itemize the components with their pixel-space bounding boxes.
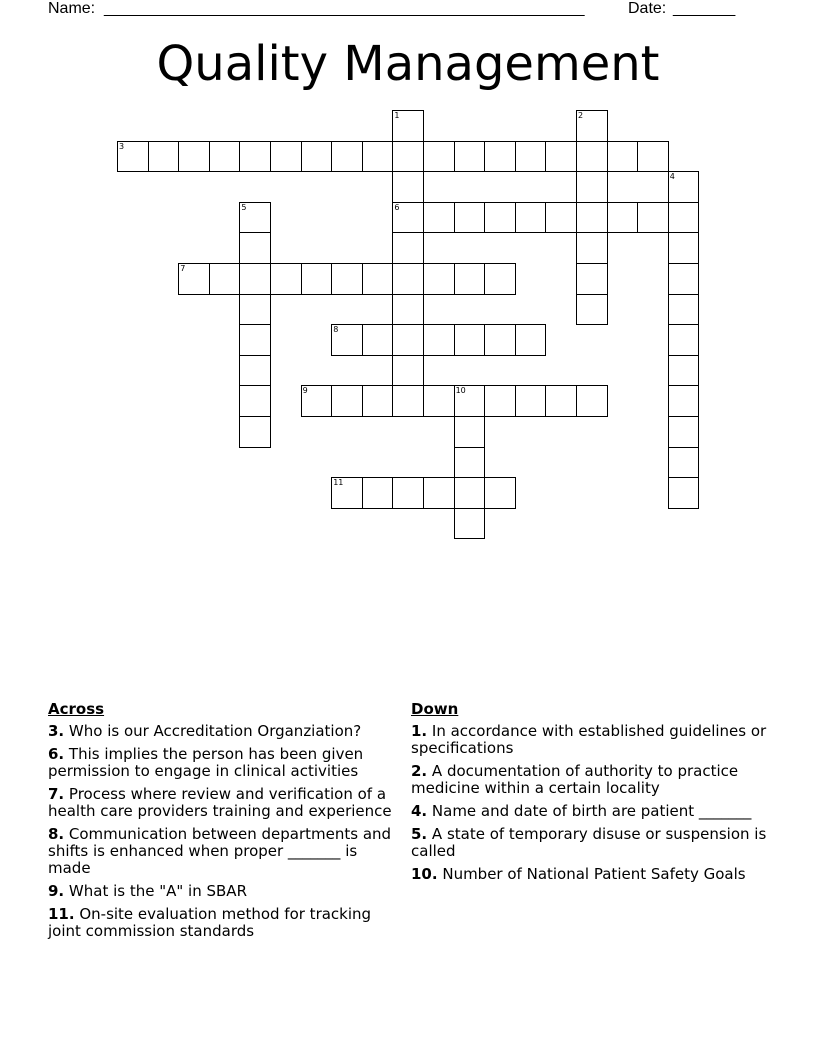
grid-cell[interactable] bbox=[668, 355, 700, 387]
grid-cell[interactable] bbox=[392, 171, 424, 203]
grid-cell[interactable] bbox=[484, 324, 516, 356]
grid-cell[interactable] bbox=[515, 202, 547, 234]
grid-cell[interactable] bbox=[331, 263, 363, 295]
grid-cell[interactable] bbox=[423, 202, 455, 234]
grid-cell[interactable] bbox=[484, 385, 516, 417]
grid-cell[interactable] bbox=[637, 202, 669, 234]
name-label: Name: bbox=[48, 0, 96, 17]
grid-cell[interactable] bbox=[331, 385, 363, 417]
grid-cell[interactable] bbox=[423, 324, 455, 356]
grid-cell[interactable] bbox=[301, 141, 333, 173]
grid-cell[interactable] bbox=[423, 385, 455, 417]
grid-cell[interactable] bbox=[576, 202, 608, 234]
clue-text: In accordance with established guidelines or specifications bbox=[411, 722, 767, 757]
grid-cell[interactable] bbox=[454, 324, 486, 356]
grid-cell[interactable] bbox=[392, 110, 424, 142]
grid-cell[interactable] bbox=[668, 477, 700, 509]
grid-cell[interactable] bbox=[392, 202, 424, 234]
grid-cell[interactable] bbox=[576, 294, 608, 326]
grid-cell[interactable] bbox=[331, 477, 363, 509]
grid-cell[interactable] bbox=[209, 141, 241, 173]
down-clue bbox=[411, 723, 771, 757]
grid-cell[interactable] bbox=[668, 202, 700, 234]
clue-text: Name and date of birth are patient _______ bbox=[427, 802, 752, 820]
clue-text: A documentation of authority to practice medicine within a certain locality bbox=[411, 762, 739, 797]
grid-cell[interactable] bbox=[392, 324, 424, 356]
grid-cell[interactable] bbox=[392, 477, 424, 509]
clue-number: 6. bbox=[48, 745, 65, 763]
clue-text: Communication between departments and shifts is enhanced when proper _______ is made bbox=[48, 825, 392, 877]
grid-cell[interactable] bbox=[239, 202, 271, 234]
clue-number: 4. bbox=[411, 802, 428, 820]
grid-cell[interactable] bbox=[484, 202, 516, 234]
grid-cell[interactable] bbox=[668, 263, 700, 295]
grid-cell[interactable] bbox=[576, 171, 608, 203]
grid-cell[interactable] bbox=[454, 202, 486, 234]
down-clue bbox=[411, 826, 771, 860]
clue-number: 6 bbox=[394, 202, 400, 212]
grid-cell[interactable] bbox=[454, 508, 486, 540]
grid-cell[interactable] bbox=[178, 141, 210, 173]
grid-cell[interactable] bbox=[239, 324, 271, 356]
grid-cell[interactable] bbox=[454, 447, 486, 479]
grid-cell[interactable] bbox=[148, 141, 180, 173]
grid-cell[interactable] bbox=[668, 324, 700, 356]
clue-number: 4 bbox=[669, 172, 675, 182]
across-clue-list bbox=[48, 723, 398, 940]
grid-cell[interactable] bbox=[668, 294, 700, 326]
clue-number: 5. bbox=[411, 825, 428, 843]
grid-cell[interactable] bbox=[362, 324, 394, 356]
across-heading: Across bbox=[48, 700, 105, 718]
grid-cell[interactable] bbox=[362, 263, 394, 295]
down-heading: Down bbox=[411, 700, 459, 718]
grid-cell[interactable] bbox=[392, 141, 424, 173]
clue-number: 3 bbox=[119, 141, 125, 151]
grid-cell[interactable] bbox=[576, 263, 608, 295]
grid-cell[interactable] bbox=[423, 141, 455, 173]
down-clue bbox=[411, 763, 771, 797]
name-field[interactable]: ______________________________________________________ bbox=[104, 0, 585, 17]
down-clue-list bbox=[411, 723, 771, 883]
date-field[interactable]: _______ bbox=[673, 0, 736, 17]
grid-cell[interactable] bbox=[576, 141, 608, 173]
grid-cell[interactable] bbox=[423, 477, 455, 509]
grid-cell[interactable] bbox=[331, 141, 363, 173]
clue-number: 7 bbox=[180, 264, 186, 273]
grid-cell[interactable] bbox=[454, 477, 486, 509]
clue-text: Number of National Patient Safety Goals bbox=[437, 865, 746, 883]
grid-cell[interactable] bbox=[392, 294, 424, 326]
grid-cell[interactable] bbox=[362, 477, 394, 509]
grid-cell[interactable] bbox=[484, 141, 516, 173]
grid-cell[interactable] bbox=[607, 141, 639, 173]
clue-text: What is the "A" in SBAR bbox=[64, 882, 247, 900]
clue-number: 2. bbox=[411, 762, 428, 780]
clue-text: This implies the person has been given permission to engage in clinical activities bbox=[48, 745, 364, 780]
grid-cell[interactable] bbox=[576, 110, 608, 142]
clue-text: Who is our Accreditation Organziation? bbox=[64, 722, 362, 740]
grid-cell[interactable] bbox=[637, 141, 669, 173]
grid-cell[interactable] bbox=[239, 232, 271, 264]
grid-cell[interactable] bbox=[668, 385, 700, 417]
down-clue bbox=[411, 803, 771, 820]
grid-cell[interactable] bbox=[239, 294, 271, 326]
grid-cell[interactable] bbox=[178, 263, 210, 295]
grid-cell[interactable] bbox=[239, 263, 271, 295]
grid-cell[interactable] bbox=[484, 477, 516, 509]
grid-cell[interactable] bbox=[545, 202, 577, 234]
grid-cell[interactable] bbox=[668, 447, 700, 479]
across-clue bbox=[48, 883, 398, 900]
grid-cell[interactable] bbox=[270, 141, 302, 173]
grid-cell[interactable] bbox=[301, 263, 333, 295]
across-clue bbox=[48, 786, 398, 820]
across-clue bbox=[48, 723, 398, 740]
grid-cell[interactable] bbox=[545, 141, 577, 173]
grid-cell[interactable] bbox=[239, 141, 271, 173]
clue-number: 2 bbox=[578, 111, 584, 120]
grid-cell[interactable] bbox=[392, 232, 424, 264]
clue-number: 11 bbox=[333, 478, 344, 488]
grid-cell[interactable] bbox=[484, 263, 516, 295]
clue-number: 1 bbox=[394, 111, 400, 120]
grid-cell[interactable] bbox=[515, 385, 547, 417]
clue-number: 8. bbox=[48, 825, 65, 843]
grid-cell[interactable] bbox=[454, 141, 486, 173]
grid-cell[interactable] bbox=[392, 385, 424, 417]
down-clues bbox=[411, 701, 771, 889]
grid-cell[interactable] bbox=[515, 324, 547, 356]
grid-cell[interactable] bbox=[392, 263, 424, 295]
clue-number: 11. bbox=[48, 905, 75, 923]
grid-cell[interactable] bbox=[239, 416, 271, 448]
clue-number: 9. bbox=[48, 882, 65, 900]
down-clue bbox=[411, 866, 771, 883]
grid-cell[interactable] bbox=[545, 385, 577, 417]
grid-cell[interactable] bbox=[362, 385, 394, 417]
page-title: Quality Management bbox=[156, 36, 660, 92]
grid-cell[interactable] bbox=[362, 141, 394, 173]
grid-cell[interactable] bbox=[668, 171, 700, 203]
grid-cell[interactable] bbox=[454, 416, 486, 448]
grid-cell[interactable] bbox=[239, 355, 271, 387]
grid-cell[interactable] bbox=[515, 141, 547, 173]
clue-number: 10 bbox=[455, 386, 466, 396]
clue-number: 5 bbox=[241, 202, 247, 212]
grid-cell[interactable] bbox=[239, 385, 271, 417]
grid-cell[interactable] bbox=[454, 385, 486, 417]
clue-number: 10. bbox=[411, 865, 438, 883]
grid-cell[interactable] bbox=[576, 232, 608, 264]
grid-cell[interactable] bbox=[331, 324, 363, 356]
grid-cell[interactable] bbox=[668, 232, 700, 264]
across-clue bbox=[48, 746, 398, 780]
across-clue bbox=[48, 906, 398, 940]
across-clue bbox=[48, 826, 398, 877]
clue-text: A state of temporary disuse or suspension is called bbox=[411, 825, 767, 860]
date-label: Date: bbox=[628, 0, 667, 17]
clue-number: 7. bbox=[48, 785, 65, 803]
grid-cell[interactable] bbox=[668, 416, 700, 448]
grid-cell[interactable] bbox=[576, 385, 608, 417]
clue-number: 8 bbox=[333, 325, 339, 335]
grid-cell[interactable] bbox=[423, 263, 455, 295]
clue-number: 3. bbox=[48, 722, 65, 740]
grid-cell[interactable] bbox=[117, 141, 149, 173]
grid-cell[interactable] bbox=[209, 263, 241, 295]
across-clues bbox=[48, 701, 398, 946]
grid-cell[interactable] bbox=[454, 263, 486, 295]
grid-cell[interactable] bbox=[607, 202, 639, 234]
grid-cell[interactable] bbox=[301, 385, 333, 417]
clue-text: On-site evaluation method for tracking joint commission standards bbox=[48, 905, 372, 940]
clue-number: 1. bbox=[411, 722, 428, 740]
grid-cell[interactable] bbox=[270, 263, 302, 295]
clue-number: 9 bbox=[302, 386, 308, 396]
grid-cell[interactable] bbox=[392, 355, 424, 387]
clue-text: Process where review and verification of a health care providers training and experience bbox=[48, 785, 392, 820]
